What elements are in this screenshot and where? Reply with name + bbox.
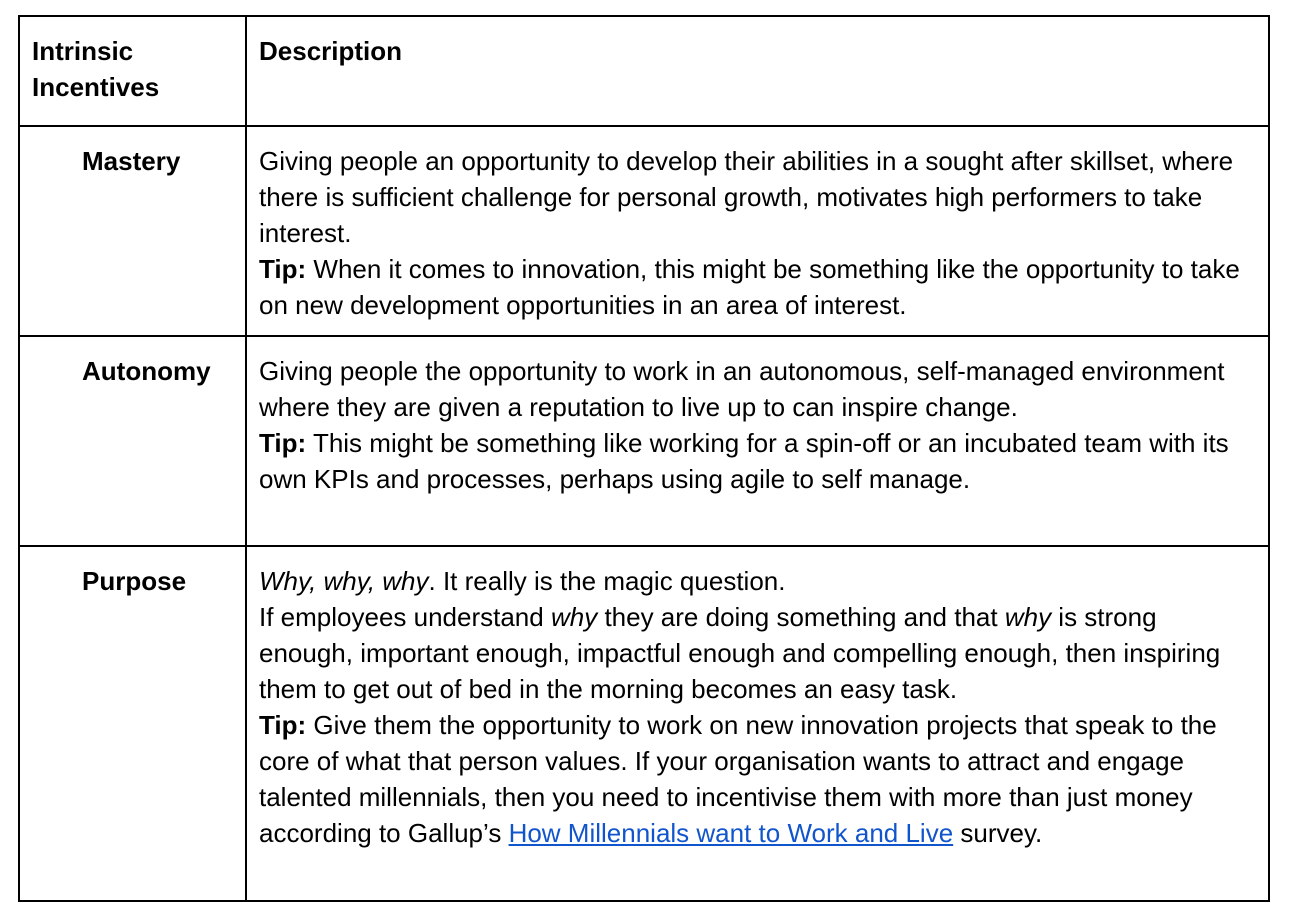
tip-line [259, 707, 1256, 851]
why-italic: why [1004, 602, 1052, 632]
tip-line [259, 251, 1256, 323]
why-italic: why [550, 602, 598, 632]
incentive-name-mastery: Mastery [19, 126, 246, 336]
paragraph-text: If employees understand [259, 602, 551, 632]
table-row-mastery [19, 126, 1269, 336]
tip-text: When it comes to innovation, this might be something like the opportunity to take on new development opportunities in an area of interest. [259, 254, 1240, 320]
incentive-description-purpose [246, 546, 1269, 901]
tip-line [259, 425, 1256, 497]
table-row-autonomy [19, 336, 1269, 546]
paragraph-text: they are doing something and that [597, 602, 1005, 632]
paragraph-text: is strong enough, important enough, impactful enough and compelling enough, then inspiring them to get out of bed in the morning becomes an easy task. [259, 602, 1221, 704]
incentive-name-purpose: Purpose [19, 546, 246, 901]
table-header-row [19, 16, 1269, 126]
tip-label: Tip: [259, 710, 307, 740]
header-description: Description [246, 16, 1269, 126]
description-text: Giving people the opportunity to work in an autonomous, self-managed environment where they are given a reputation to live up to can inspire change. [259, 356, 1225, 422]
gallup-survey-link[interactable]: How Millennials want to Work and Live [508, 818, 954, 848]
tip-end: survey. [953, 818, 1043, 848]
purpose-intro-line [259, 563, 1256, 599]
header-intrinsic-incentives: Intrinsic Incentives [19, 16, 246, 126]
incentive-name-autonomy: Autonomy [19, 336, 246, 546]
incentive-description-autonomy [246, 336, 1269, 546]
tip-label: Tip: [259, 254, 307, 284]
intro-rest: . It really is the magic question. [428, 566, 786, 596]
description-text: Giving people an opportunity to develop their abilities in a sought after skillset, where there is sufficient challenge for personal growth, motivates high performers to take interest. [259, 146, 1234, 248]
purpose-paragraph [259, 599, 1256, 707]
intrinsic-incentives-table [18, 15, 1270, 902]
intro-italic: Why, why, why [259, 566, 429, 596]
table-row-purpose [19, 546, 1269, 901]
tip-text: This might be something like working for a spin-off or an incubated team with its own KPIs and processes, perhaps using agile to self manage. [259, 428, 1229, 494]
tip-text: Give them the opportunity to work on new innovation projects that speak to the core of what that person values. If your organisation wants to attract and engage talented millennials, then you need to incentivise them with more than just money according to Gallup’s [259, 710, 1217, 848]
tip-label: Tip: [259, 428, 307, 458]
incentive-description-mastery [246, 126, 1269, 336]
